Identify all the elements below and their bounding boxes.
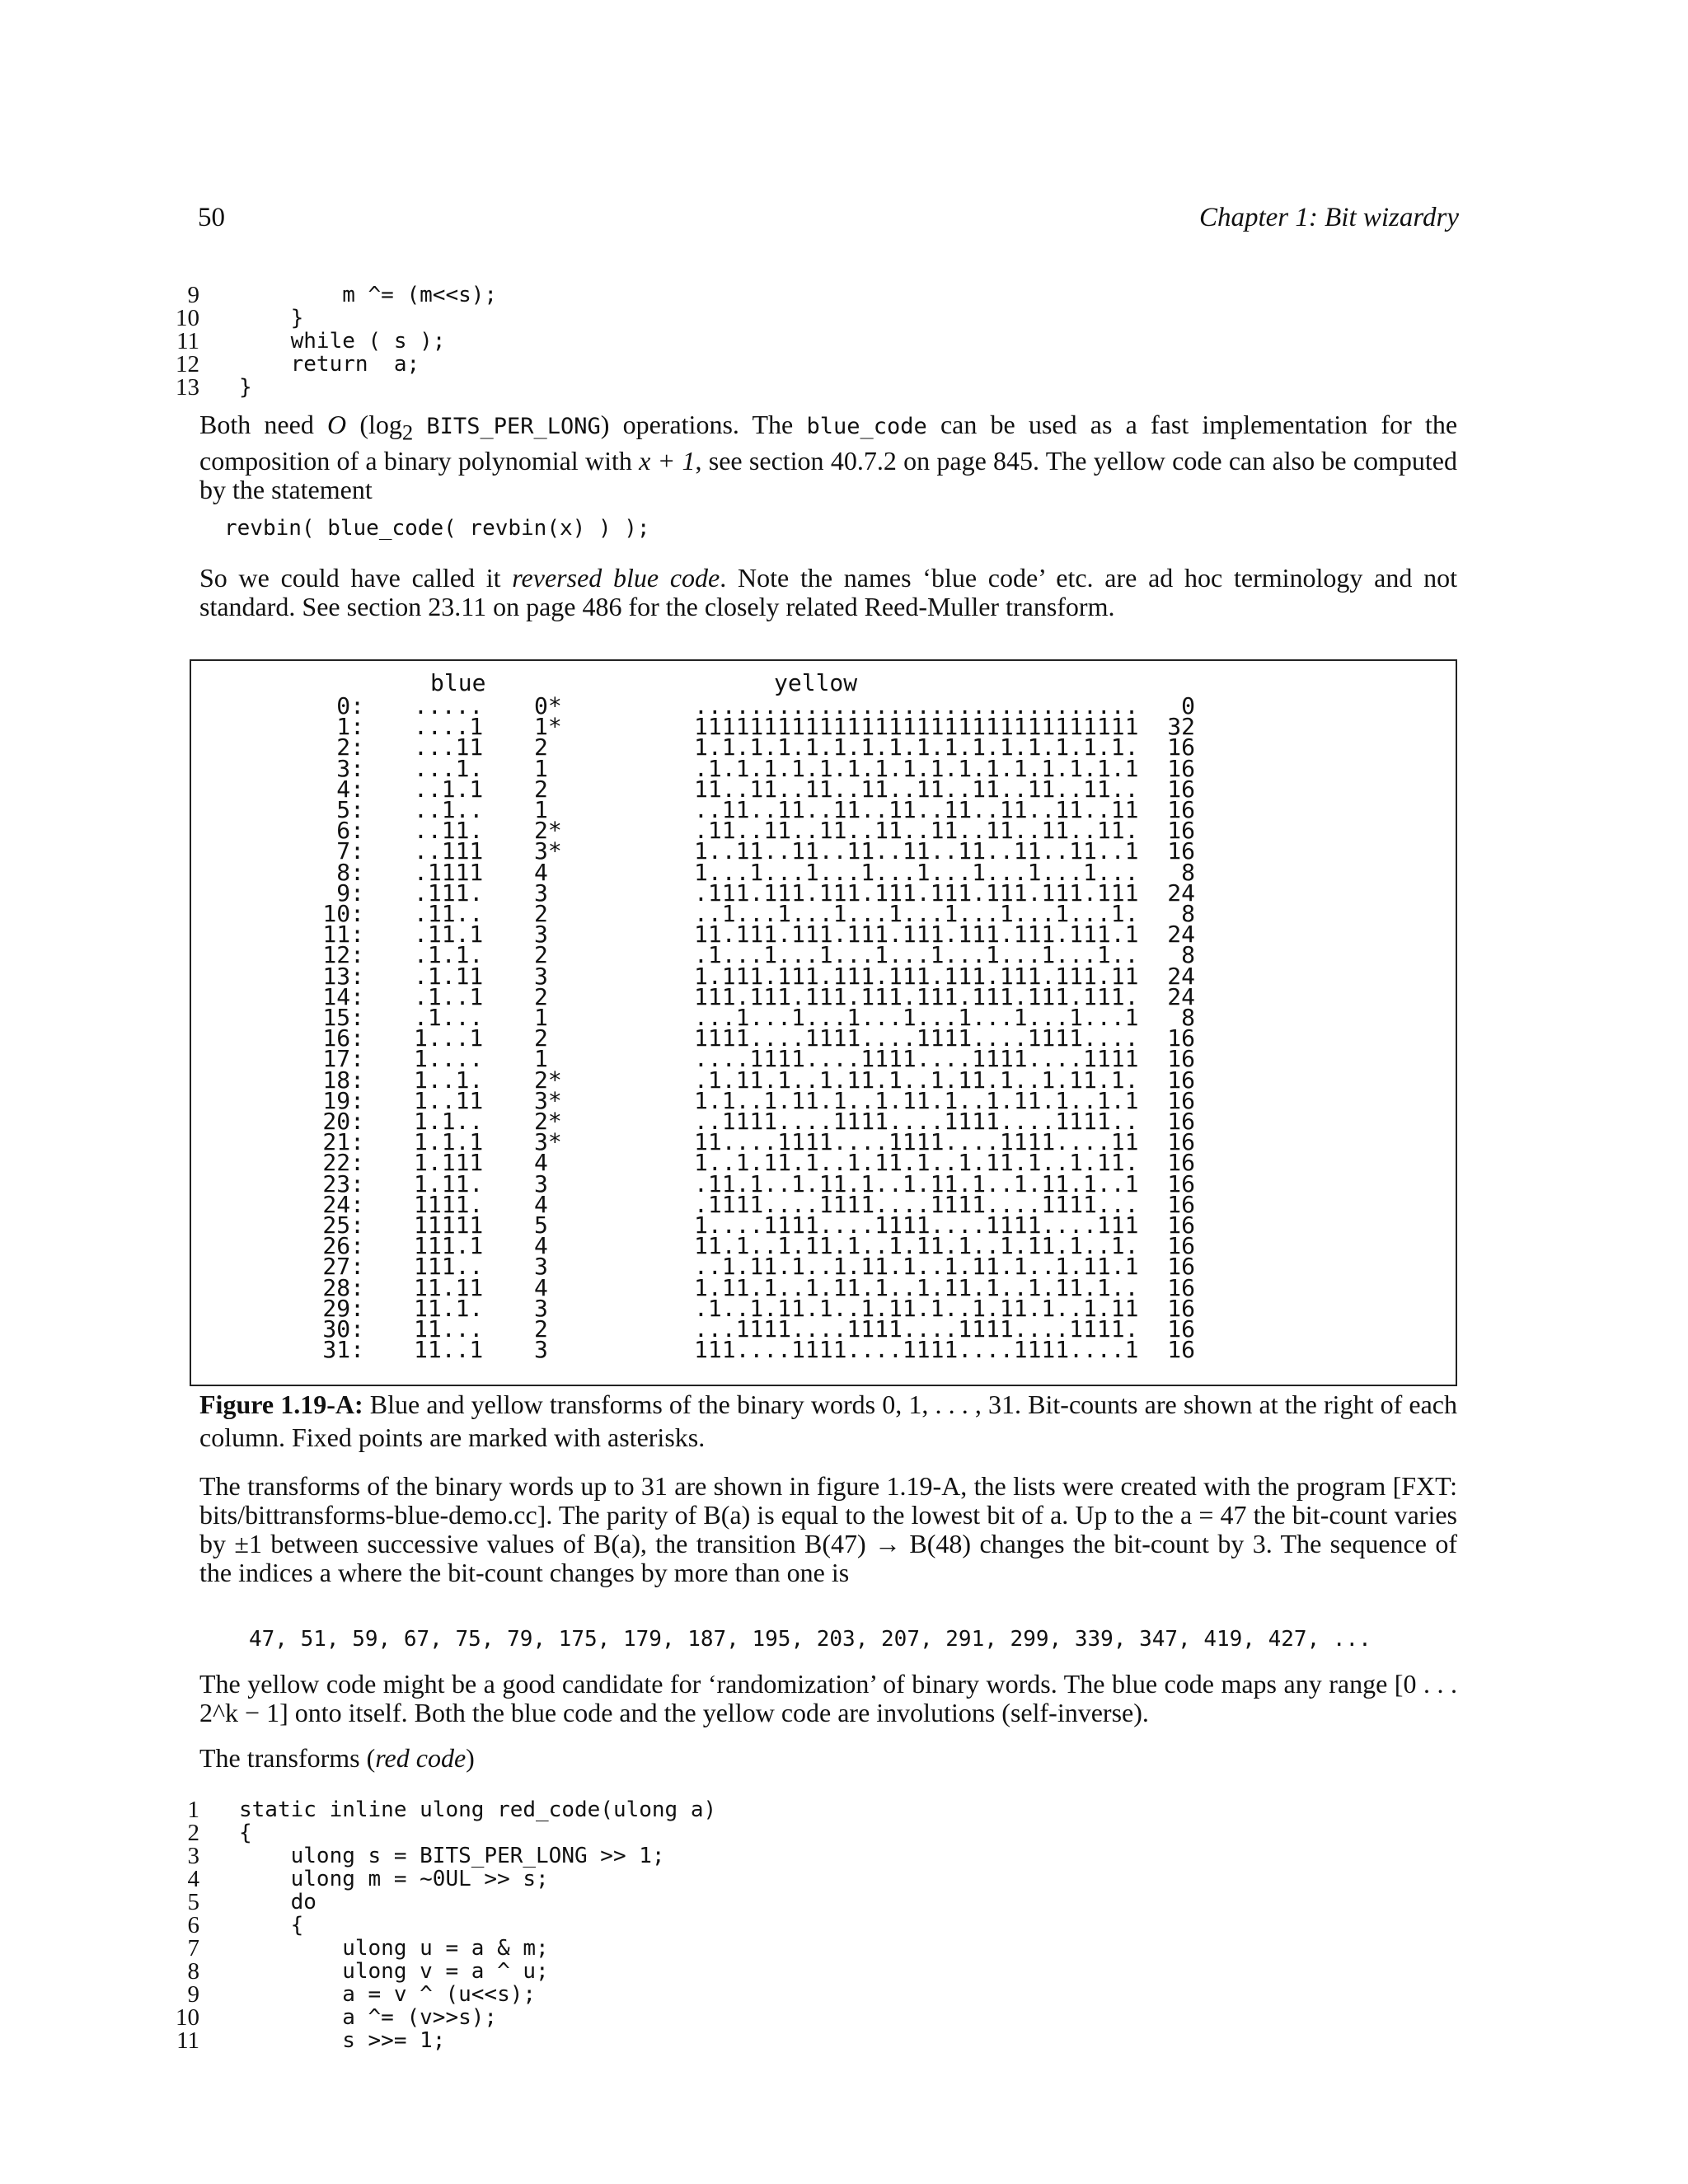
figure-cell-yellow: 11....1111....1111....1111....11: [694, 1128, 1139, 1156]
figure-cell-blue: 1111.: [414, 1190, 484, 1218]
paragraph-yellow-randomization: The yellow code might be a good candidate for ‘randomization’ of binary words. The blue code maps any range [0 . . . 2^k − 1] onto itself. Both the blue code and the yellow code are involutions (self-inverse).: [199, 1669, 1457, 1727]
code-text: {: [239, 1821, 252, 1845]
figure-cell-i: 31:: [322, 1336, 364, 1364]
figure-cell-bc: 3*: [534, 1086, 562, 1114]
figure-cell-blue: .1...: [414, 1004, 484, 1032]
figure-cell-blue: .1.11: [414, 962, 484, 990]
figure-cell-yc: 16: [1167, 1294, 1195, 1322]
figure-cell-yellow: 1...1...1...1...1...1...1...1...: [694, 858, 1139, 886]
figure-cell-yc: 16: [1167, 1086, 1195, 1114]
figure-cell-blue: .111.: [414, 879, 484, 907]
figure-cell-blue: 11111: [414, 1212, 484, 1240]
figure-cell-bc: 1: [534, 1045, 548, 1073]
figure-cell-yc: 16: [1167, 1253, 1195, 1281]
figure-cell-bc: 3*: [534, 837, 562, 865]
figure-cell-blue: 1..1.: [414, 1066, 484, 1094]
figure-cell-bc: 3: [534, 921, 548, 949]
figure-cell-yellow: .1...1...1...1...1...1...1...1..: [694, 941, 1139, 969]
figure-cell-yellow: 1.1..1.11.1..1.11.1..1.11.1..1.1: [694, 1086, 1139, 1114]
code-line: [165, 1983, 1484, 2006]
figure-cell-yc: 16: [1167, 1045, 1195, 1073]
index-sequence: 47, 51, 59, 67, 75, 79, 175, 179, 187, 195, 203, 207, 291, 299, 339, 347, 419, 427, ...: [249, 1627, 1372, 1652]
figure-cell-i: 22:: [322, 1149, 364, 1177]
line-number: 3: [187, 1843, 199, 1869]
figure-cell-yc: 0: [1181, 692, 1195, 719]
figure-cell-yc: 8: [1181, 858, 1195, 886]
figure-cell-bc: 5: [534, 1212, 548, 1240]
figure-cell-bc: 1: [534, 1004, 548, 1032]
figure-cell-i: 13:: [322, 962, 364, 990]
figure-cell-yellow: 1.11.1..1.11.1..1.11.1..1.11.1..: [694, 1273, 1139, 1301]
figure-cell-blue: .1111: [414, 858, 484, 886]
figure-cell-blue: ...11: [414, 733, 484, 762]
figure-cell-bc: 4: [534, 858, 548, 886]
figure-cell-yc: 16: [1167, 775, 1195, 803]
figure-cell-blue: 11.11: [414, 1273, 484, 1301]
figure-cell-blue: ....1: [414, 713, 484, 741]
figure-cell-bc: 2: [534, 900, 548, 928]
figure-cell-i: 23:: [322, 1169, 364, 1197]
figure-cell-i: 21:: [322, 1128, 364, 1156]
figure-cell-yellow: 1.1.1.1.1.1.1.1.1.1.1.1.1.1.1.1.: [694, 733, 1139, 762]
figure-cell-yellow: ..1111....1111....1111....1111..: [694, 1108, 1139, 1136]
figure-cell-yc: 16: [1167, 1128, 1195, 1156]
figure-cell-bc: 2: [534, 733, 548, 762]
code-line: [165, 284, 1484, 307]
paragraph-complexity: Both need O ($\log_2$ BITS_PER_LONG) operations. The blue_code can be used as a fast implementation for the composition of a binary polynomial with x + 1, see section 40.7.2 on page 845. The yellow code can also be computed by the statement: [199, 410, 1458, 505]
figure-cell-yc: 16: [1167, 837, 1195, 865]
figure-caption: Figure 1.19-A: Blue and yellow transforms of the binary words 0, 1, . . . , 31. Bit-counts are shown at the right of each column. Fixed points are marked with asterisks.: [199, 1390, 1458, 1452]
figure-cell-i: 18:: [322, 1066, 364, 1094]
figure-cell-blue: .11.1: [414, 921, 484, 949]
figure-cell-bc: 2*: [534, 1066, 562, 1094]
figure-cell-i: 25:: [322, 1212, 364, 1240]
figure-cell-blue: .11..: [414, 900, 484, 928]
figure-cell-blue: 11.1.: [414, 1294, 484, 1322]
line-number: 9: [187, 1981, 199, 2008]
figure-cell-yellow: 1.111.111.111.111.111.111.111.11: [694, 962, 1139, 990]
figure-cell-yellow: .1..1.11.1..1.11.1..1.11.1..1.11: [694, 1294, 1139, 1322]
figure-cell-i: 19:: [322, 1086, 364, 1114]
figure-cell-yellow: ....1111....1111....1111....1111: [694, 1045, 1139, 1073]
code-text: ulong m = ~0UL >> s;: [239, 1867, 549, 1891]
line-number: 7: [187, 1935, 199, 1961]
yellow-bitcount-column: [1162, 692, 1195, 1364]
code-line: [165, 2029, 1484, 2052]
blue-column-header: blue: [430, 669, 486, 696]
line-number: 13: [176, 374, 199, 401]
figure-cell-blue: 1.111: [414, 1149, 484, 1177]
figure-cell-bc: 3: [534, 1253, 548, 1281]
figure-cell-i: 3:: [336, 754, 364, 782]
figure-cell-yc: 8: [1181, 1004, 1195, 1032]
code-text: a ^= (v>>s);: [239, 2005, 498, 2030]
figure-cell-bc: 2: [534, 775, 548, 803]
figure-cell-blue: 1...1: [414, 1024, 484, 1052]
blue-code-column: [414, 692, 484, 1364]
figure-cell-yellow: 111.111.111.111.111.111.111.111.: [694, 982, 1139, 1010]
figure-cell-i: 29:: [322, 1294, 364, 1322]
figure-cell-blue: ..1..: [414, 796, 484, 824]
figure-cell-i: 9:: [336, 879, 364, 907]
line-number: 11: [176, 2027, 199, 2054]
figure-cell-blue: .....: [414, 692, 484, 719]
figure-cell-i: 10:: [322, 900, 364, 928]
paragraph-transforms: The transforms of the binary words up to 31 are shown in figure 1.19-A, the lists were created with the program [FXT: bits/bittransforms-blue-demo.cc]. The parity of B(a) is equal to the lowest bit of a. Up to the a = 47 the bit-count varies by ±1 between successive values of B(a), the transition B(47) → B(48) changes the bit-count by 3. The sequence of the indices a where the bit-count changes by more than one is: [199, 1471, 1457, 1587]
blue-code-function-name: blue_code: [806, 414, 927, 439]
code-text: a = v ^ (u<<s);: [239, 1982, 537, 2007]
figure-cell-i: 20:: [322, 1108, 364, 1136]
figure-cell-yellow: 11.1..1.11.1..1.11.1..1.11.1..1.: [694, 1232, 1139, 1260]
figure-cell-i: 0:: [336, 692, 364, 719]
figure-cell-bc: 0*: [534, 692, 562, 719]
code-text: }: [239, 306, 304, 330]
figure-cell-yc: 16: [1167, 1024, 1195, 1052]
figure-cell-yc: 32: [1167, 713, 1195, 741]
code-text: ulong s = BITS_PER_LONG >> 1;: [239, 1844, 665, 1868]
revbin-statement: revbin( blue_code( revbin(x) ) );: [224, 516, 650, 541]
code-text: static inline ulong red_code(ulong a): [239, 1797, 717, 1822]
figure-cell-blue: .1.1.: [414, 941, 484, 969]
figure-cell-yellow: .111.111.111.111.111.111.111.111: [694, 879, 1139, 907]
code-line: [165, 1937, 1484, 1960]
code-text: }: [239, 375, 252, 400]
figure-cell-bc: 2: [534, 941, 548, 969]
figure-cell-i: 17:: [322, 1045, 364, 1073]
figure-cell-blue: ..111: [414, 837, 484, 865]
code-listing-red-code: [165, 1798, 1484, 2052]
page-number: 50: [198, 203, 225, 232]
code-line: [165, 2006, 1484, 2029]
figure-cell-yc: 16: [1167, 754, 1195, 782]
figure-cell-i: 11:: [322, 921, 364, 949]
figure-cell-yc: 16: [1167, 796, 1195, 824]
line-number: 5: [187, 1889, 199, 1915]
figure-cell-yellow: 1....1111....1111....1111....111: [694, 1212, 1139, 1240]
figure-cell-yc: 16: [1167, 1273, 1195, 1301]
figure-cell-blue: 1.11.: [414, 1169, 484, 1197]
line-number: 1: [187, 1797, 199, 1823]
figure-cell-yellow: 111....1111....1111....1111....1: [694, 1336, 1139, 1364]
figure-cell-i: 2:: [336, 733, 364, 762]
figure-cell-bc: 1: [534, 754, 548, 782]
yellow-code-column: [694, 692, 1139, 1364]
figure-cell-yellow: ..1...1...1...1...1...1...1...1.: [694, 900, 1139, 928]
figure-cell-i: 24:: [322, 1190, 364, 1218]
paragraph-red-code-intro: The transforms (red code): [199, 1743, 475, 1773]
figure-cell-bc: 3: [534, 1294, 548, 1322]
line-number: 11: [176, 328, 199, 354]
line-number: 12: [176, 351, 199, 377]
figure-cell-yellow: 1..1.11.1..1.11.1..1.11.1..1.11.: [694, 1149, 1139, 1177]
figure-cell-yellow: .11.1..1.11.1..1.11.1..1.11.1..1: [694, 1169, 1139, 1197]
chapter-title: Chapter 1: Bit wizardry: [1198, 203, 1459, 232]
code-line: [165, 376, 1484, 399]
figure-cell-i: 16:: [322, 1024, 364, 1052]
figure-cell-bc: 1: [534, 796, 548, 824]
figure-transforms-box: [190, 659, 1457, 1386]
line-number: 10: [176, 305, 199, 331]
index-column: [315, 692, 364, 1364]
figure-cell-i: 27:: [322, 1253, 364, 1281]
figure-cell-i: 1:: [336, 713, 364, 741]
figure-cell-yellow: .1111....1111....1111....1111...: [694, 1190, 1139, 1218]
figure-cell-yc: 16: [1167, 1149, 1195, 1177]
figure-cell-yellow: .1.11.1..1.11.1..1.11.1..1.11.1.: [694, 1066, 1139, 1094]
figure-cell-i: 6:: [336, 817, 364, 845]
figure-cell-bc: 2: [534, 982, 548, 1010]
figure-cell-i: 28:: [322, 1273, 364, 1301]
figure-cell-yc: 16: [1167, 817, 1195, 845]
figure-cell-yellow: 1111....1111....1111....1111....: [694, 1024, 1139, 1052]
figure-cell-yc: 24: [1167, 921, 1195, 949]
figure-cell-yellow: ...1111....1111....1111....1111.: [694, 1315, 1139, 1343]
figure-label: Figure 1.19-A:: [199, 1390, 363, 1419]
figure-cell-blue: 1..11: [414, 1086, 484, 1114]
figure-cell-yellow: 11..11..11..11..11..11..11..11..: [694, 775, 1139, 803]
line-number: 6: [187, 1912, 199, 1938]
figure-cell-blue: 11..1: [414, 1336, 484, 1364]
figure-cell-yellow: 11.111.111.111.111.111.111.111.1: [694, 921, 1139, 949]
figure-cell-yellow: ..11..11..11..11..11..11..11..11: [694, 796, 1139, 824]
line-number: 2: [187, 1820, 199, 1846]
figure-cell-yc: 24: [1167, 962, 1195, 990]
line-number: 4: [187, 1866, 199, 1892]
figure-cell-yc: 24: [1167, 879, 1195, 907]
figure-cell-i: 14:: [322, 982, 364, 1010]
code-line: [165, 1821, 1484, 1844]
figure-cell-yc: 16: [1167, 1108, 1195, 1136]
figure-cell-bc: 3: [534, 962, 548, 990]
figure-cell-yellow: ...1...1...1...1...1...1...1...1: [694, 1004, 1139, 1032]
figure-cell-yellow: .1.1.1.1.1.1.1.1.1.1.1.1.1.1.1.1: [694, 754, 1139, 782]
figure-cell-bc: 1*: [534, 713, 562, 741]
figure-cell-bc: 2*: [534, 1108, 562, 1136]
code-line: [165, 1960, 1484, 1983]
figure-cell-yc: 16: [1167, 733, 1195, 762]
figure-cell-blue: 1.1..: [414, 1108, 484, 1136]
figure-cell-yellow: ..1.11.1..1.11.1..1.11.1..1.11.1: [694, 1253, 1139, 1281]
figure-cell-bc: 3*: [534, 1128, 562, 1156]
blue-bitcount-column: [534, 692, 562, 1364]
figure-cell-i: 12:: [322, 941, 364, 969]
code-line: [165, 353, 1484, 376]
figure-cell-bc: 3: [534, 1169, 548, 1197]
figure-cell-yellow: 1..11..11..11..11..11..11..11..1: [694, 837, 1139, 865]
code-text: ulong u = a & m;: [239, 1936, 549, 1961]
figure-cell-yc: 24: [1167, 982, 1195, 1010]
figure-cell-i: 30:: [322, 1315, 364, 1343]
figure-cell-bc: 2: [534, 1024, 548, 1052]
code-listing-top: [165, 284, 1484, 399]
figure-cell-blue: ..11.: [414, 817, 484, 845]
figure-cell-yc: 16: [1167, 1232, 1195, 1260]
code-line: [165, 1844, 1484, 1868]
figure-cell-i: 8:: [336, 858, 364, 886]
figure-cell-yc: 8: [1181, 900, 1195, 928]
code-text: return a;: [239, 352, 420, 377]
figure-cell-i: 5:: [336, 796, 364, 824]
figure-cell-bc: 3: [534, 879, 548, 907]
figure-cell-blue: 111..: [414, 1253, 484, 1281]
bits-per-long-constant: BITS_PER_LONG: [426, 414, 601, 439]
code-line: [165, 1798, 1484, 1821]
code-text: {: [239, 1913, 304, 1938]
figure-cell-blue: 1....: [414, 1045, 484, 1073]
figure-cell-blue: 1.1.1: [414, 1128, 484, 1156]
figure-cell-bc: 3: [534, 1336, 548, 1364]
code-text: s >>= 1;: [239, 2028, 446, 2053]
code-text: ulong v = a ^ u;: [239, 1959, 549, 1984]
yellow-column-header: yellow: [774, 669, 858, 696]
line-number: 8: [187, 1958, 199, 1985]
code-text: while ( s );: [239, 329, 446, 354]
line-number: 9: [187, 282, 199, 308]
figure-cell-bc: 4: [534, 1273, 548, 1301]
figure-cell-yc: 16: [1167, 1336, 1195, 1364]
figure-cell-yc: 16: [1167, 1212, 1195, 1240]
code-line: [165, 1868, 1484, 1891]
figure-cell-yc: 16: [1167, 1315, 1195, 1343]
figure-cell-yc: 16: [1167, 1169, 1195, 1197]
code-line: [165, 1891, 1484, 1914]
paragraph-reversed-blue-code: So we could have called it reversed blue code. Note the names ‘blue code’ etc. are ad hoc terminology and not standard. See section 23.11 on page 486 for the closely related Reed-Muller transform.: [199, 563, 1458, 621]
code-line: [165, 307, 1484, 330]
figure-cell-bc: 2: [534, 1315, 548, 1343]
line-number: 10: [176, 2004, 199, 2031]
figure-cell-yellow: .11..11..11..11..11..11..11..11.: [694, 817, 1139, 845]
figure-cell-blue: .1..1: [414, 982, 484, 1010]
figure-cell-bc: 2*: [534, 817, 562, 845]
code-line: [165, 330, 1484, 353]
figure-cell-blue: 11...: [414, 1315, 484, 1343]
figure-cell-bc: 4: [534, 1190, 548, 1218]
figure-cell-bc: 4: [534, 1232, 548, 1260]
figure-cell-blue: ...1.: [414, 754, 484, 782]
figure-cell-yc: 16: [1167, 1066, 1195, 1094]
code-line: [165, 1914, 1484, 1937]
figure-cell-yellow: 11111111111111111111111111111111: [694, 713, 1139, 741]
figure-cell-blue: 111.1: [414, 1232, 484, 1260]
figure-cell-yellow: ................................: [694, 692, 1139, 719]
figure-cell-blue: ..1.1: [414, 775, 484, 803]
figure-cell-yc: 8: [1181, 941, 1195, 969]
figure-cell-yc: 16: [1167, 1190, 1195, 1218]
code-text: m ^= (m<<s);: [239, 283, 498, 307]
figure-cell-bc: 4: [534, 1149, 548, 1177]
figure-cell-i: 7:: [336, 837, 364, 865]
code-text: do: [239, 1890, 316, 1915]
figure-cell-i: 15:: [322, 1004, 364, 1032]
figure-cell-i: 4:: [336, 775, 364, 803]
figure-cell-i: 26:: [322, 1232, 364, 1260]
